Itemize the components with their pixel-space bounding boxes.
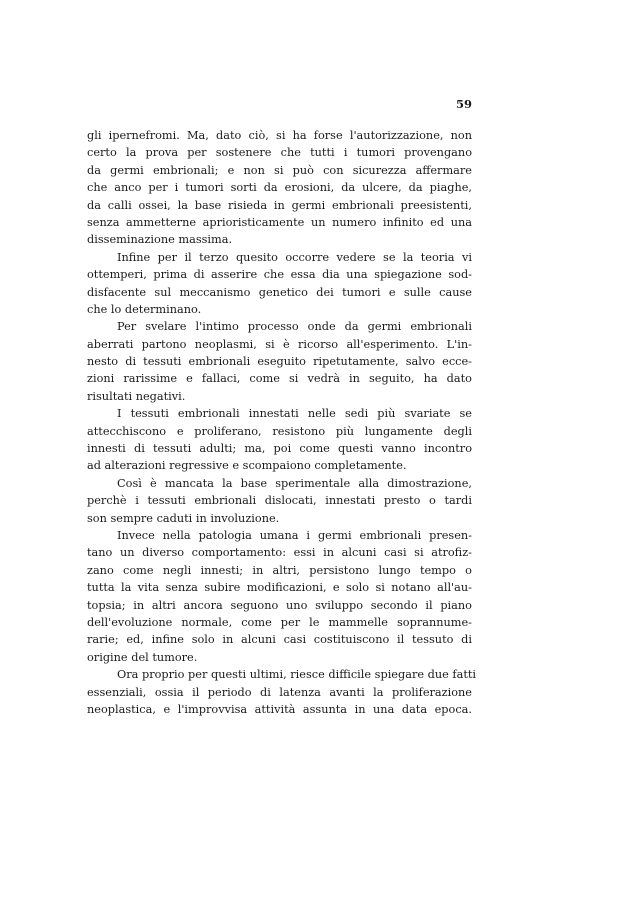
text-line: senza ammetterne aprioristicamente un numero infinito ed una [87, 215, 472, 229]
text-line: Infine per il terzo quesito occorre vedere se la teoria vi [117, 250, 472, 264]
text-line: che lo determinano. [87, 302, 202, 316]
text-line: son sempre caduti in involuzione. [87, 511, 280, 525]
paragraph-6 [87, 527, 472, 666]
text-line: rarie; ed, infine solo in alcuni casi costituiscono il tessuto di [87, 633, 472, 647]
text-line: Invece nella patologia umana i germi embrionali presen- [117, 528, 472, 542]
text-line: che anco per i tumori sorti da erosioni, da ulcere, da piaghe, [87, 181, 472, 195]
text-line: zano come negli innesti; in altri, persistono lungo tempo o [87, 563, 472, 577]
text-line: gli ipernefromi. Ma, dato ciò, si ha forse l'autorizzazione, non [87, 129, 472, 142]
text-line: essenziali, ossia il periodo di latenza avanti la proliferazione [87, 685, 472, 699]
text-line: Così è mancata la base sperimentale alla dimostrazione, [117, 476, 472, 490]
text-line: certo la prova per sostenere che tutti i tumori provengano [87, 146, 472, 160]
paragraph-4 [87, 405, 472, 475]
paragraph-7 [87, 666, 477, 718]
text-line: origine del tumore. [87, 650, 198, 664]
text-line: tano un diverso comportamento: essi in alcuni casi si atrofiz- [87, 546, 472, 560]
text-line: Per svelare l'intimo processo onde da germi embrionali [117, 320, 472, 334]
text-line: disfacente sul meccanismo genetico dei tumori e sulle cause [87, 285, 472, 299]
text-line: attecchiscono e proliferano, resistono più lungamente degli [87, 424, 472, 438]
text-line: tutta la vita senza subire modificazioni, e solo si notano all'au- [87, 581, 472, 595]
body-text [87, 127, 477, 718]
text-line: ottemperi, prima di asserire che essa dia una spiegazione sod- [87, 268, 472, 282]
text-line: ad alterazioni regressive e scompaiono completamente. [87, 459, 407, 473]
text-line: disseminazione massima. [87, 233, 233, 247]
text-line: da germi embrionali; e non si può con sicurezza affermare [87, 163, 472, 177]
page-number: 59 [455, 97, 472, 111]
text-line: risultati negativi. [87, 389, 186, 403]
text-line: neoplastica, e l'improvvisa attività assunta in una data epoca. [87, 702, 472, 716]
text-line: topsia; in altri ancora seguono uno sviluppo secondo il piano [87, 598, 472, 612]
text-line: dell'evoluzione normale, come per le mammelle soprannume- [87, 615, 472, 629]
text-line: da calli ossei, la base risieda in germi embrionali preesistenti, [87, 198, 472, 212]
text-line: innesti di tessuti adulti; ma, poi come questi vanno incontro [87, 442, 472, 456]
text-line: aberrati partono neoplasmi, si è ricorso all'esperimento. L'in- [87, 337, 472, 351]
paragraph-2 [87, 249, 472, 319]
text-line: I tessuti embrionali innestati nelle sedi più svariate se [117, 407, 472, 421]
text-line: nesto di tessuti embrionali eseguito ripetutamente, salvo ecce- [87, 355, 472, 369]
text-line: perchè i tessuti embrionali dislocati, innestati presto o tardi [87, 494, 472, 508]
paragraph-3 [87, 318, 472, 405]
text-line: Ora proprio per questi ultimi, riesce difficile spiegare due fatti [117, 668, 477, 682]
paragraph-1 [87, 127, 472, 249]
paragraph-5 [87, 475, 472, 527]
text-line: zioni rarissime e fallaci, come si vedrà in seguito, ha dato [87, 372, 472, 386]
